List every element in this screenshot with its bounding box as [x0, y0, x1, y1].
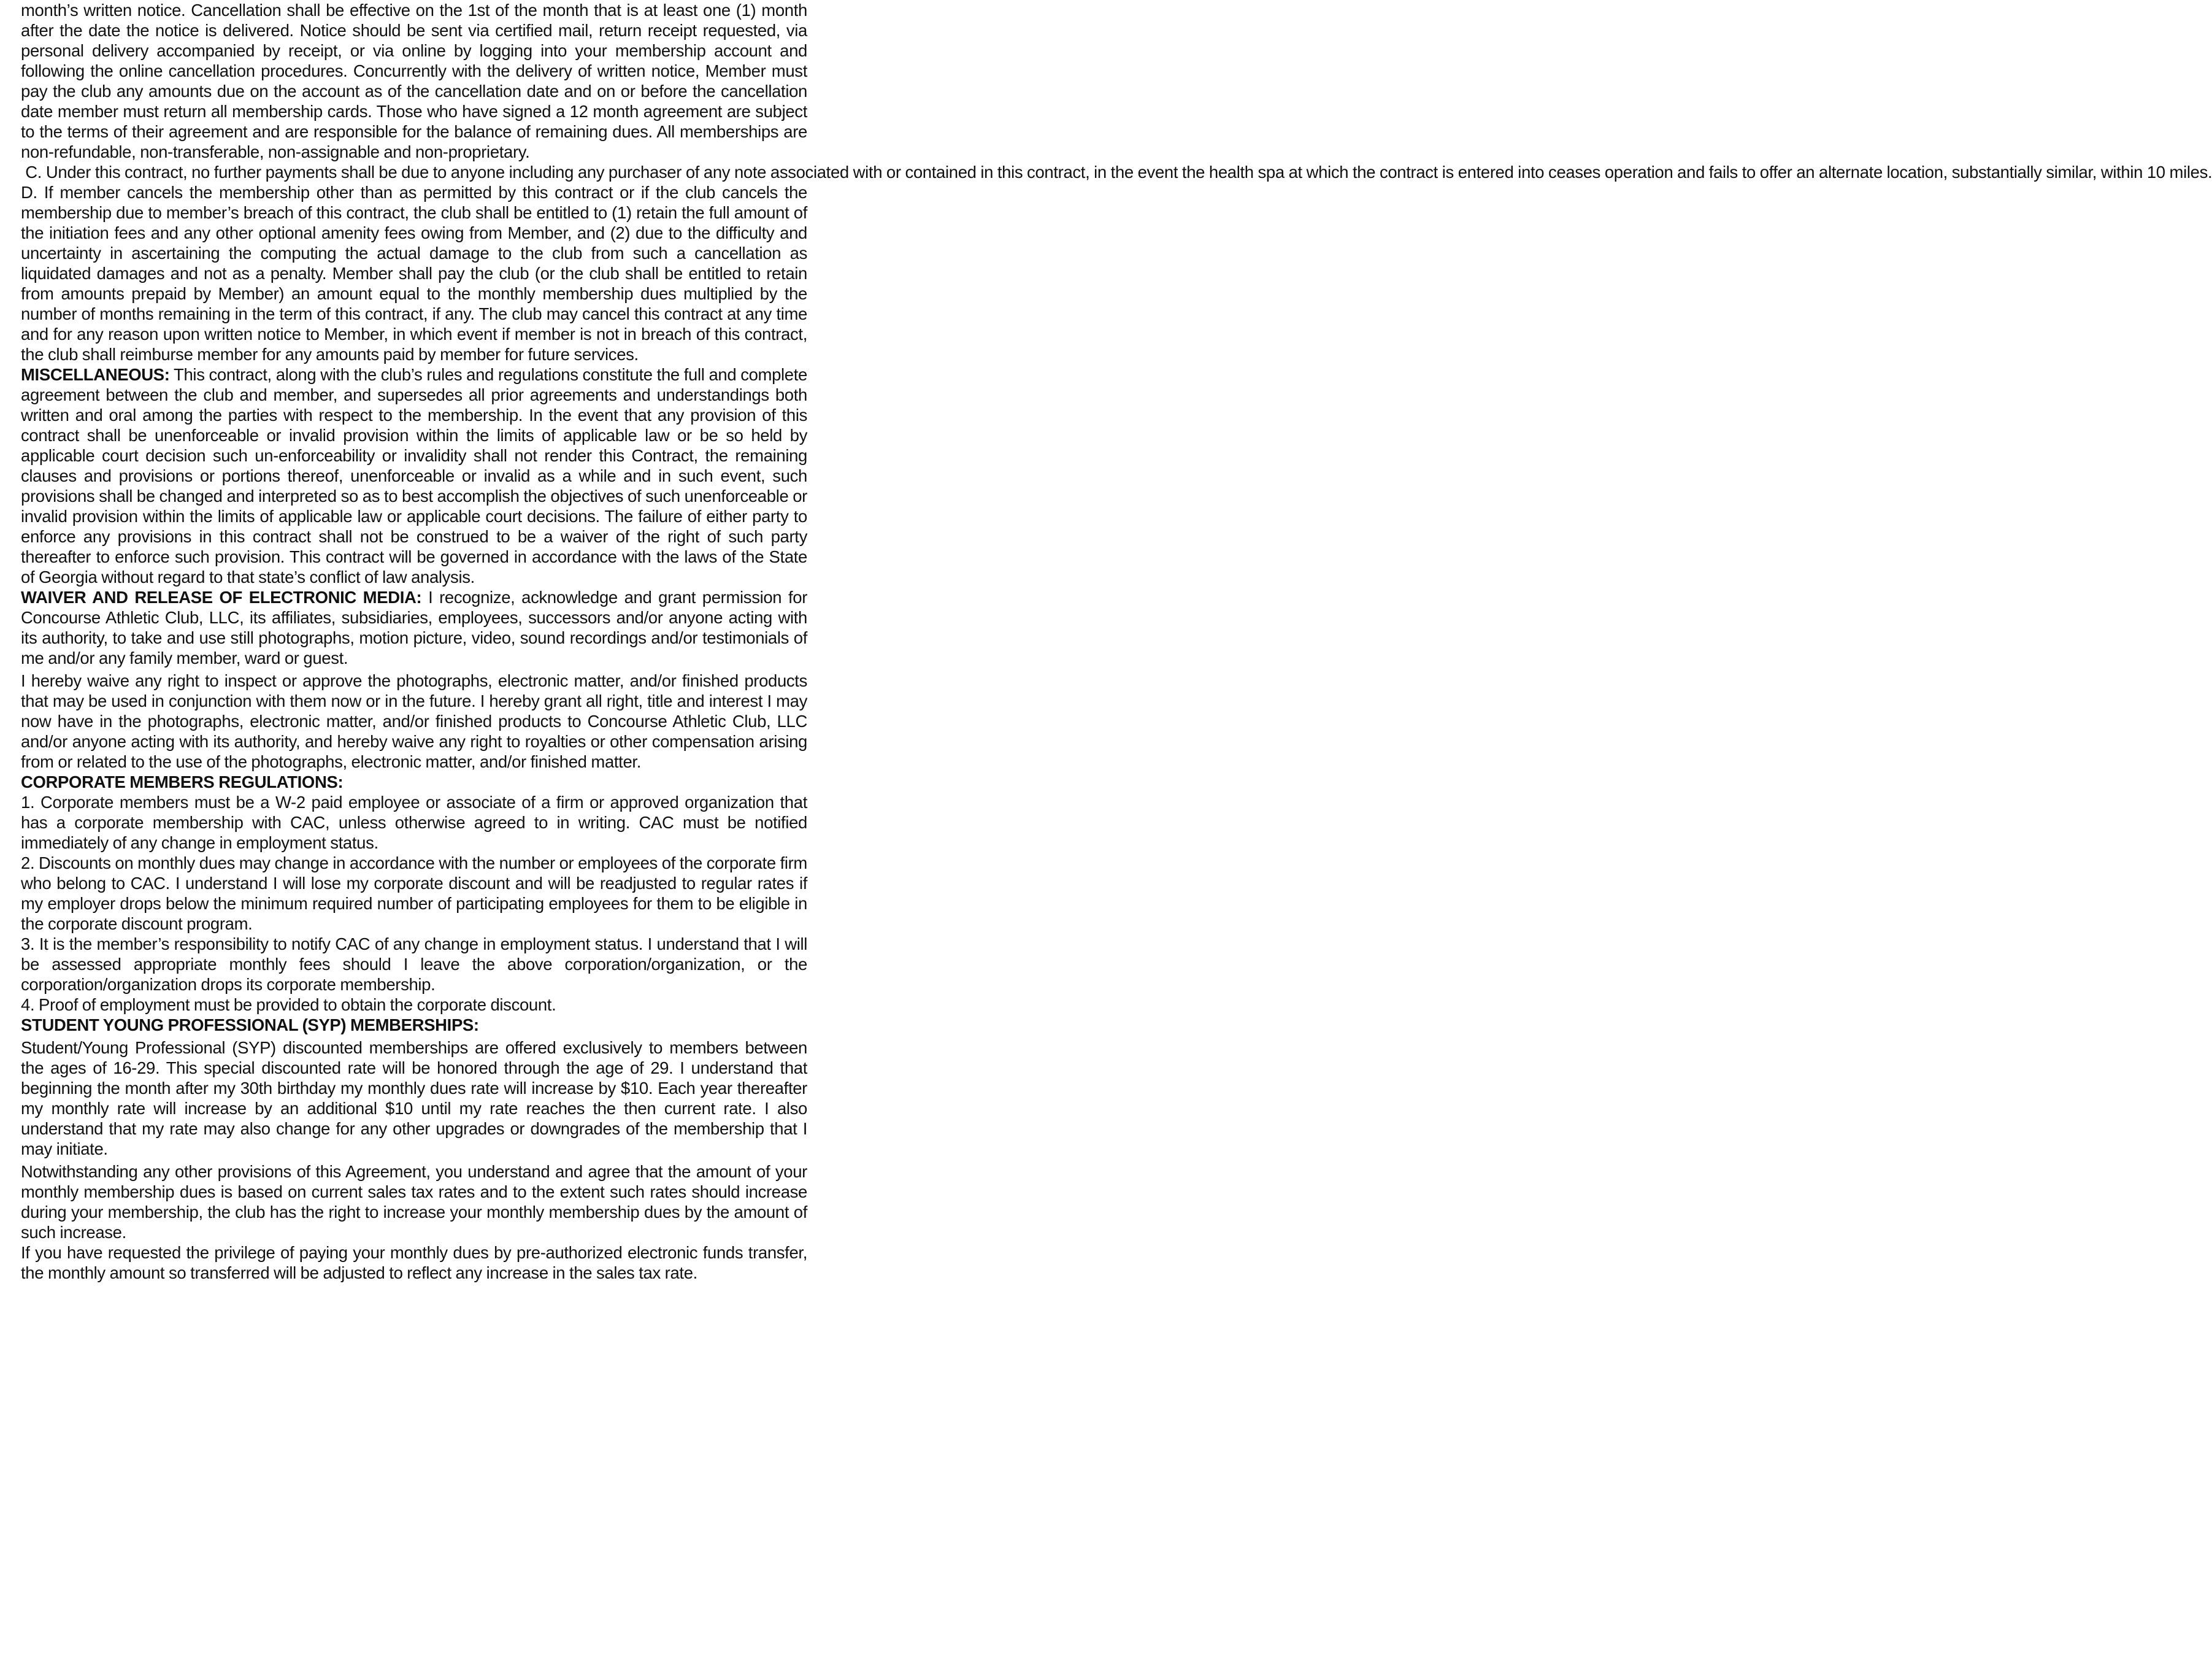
clause-c-text: C. Under this contract, no further payments shall be due to anyone including any purchaser of any note associated with or contained in this contract, in the event the health spa at which the contract is entered into ceases operation and fails to offer an alternate location, substantially similar, within 10 miles. [21, 163, 2212, 182]
corporate-item-4: 4. Proof of employment must be provided to obtain the corporate discount. [21, 995, 556, 1014]
waiver-body: I recognize, acknowledge and grant permission for Concourse Athletic Club, LLC, its affiliates, subsidiaries, employees, successors and/or anyone acting with its authority, to take and use still photographs, motion picture, video, sound recordings and/or testimonials of me and/or any family member, ward or guest. [21, 588, 807, 668]
clause-d-paragraph: D. If member cancels the membership other than as permitted by this contract or if the club cancels the membership due to member’s breach of this contract, the club shall be entitled to (1) retain the full amount of the initiation fees and any other optional amenity fees owing from Member, and (2) due to the difficulty and uncertainty in ascertaining the computing the actual damage to the club from such a cancellation as liquidated damages and not as a penalty. Member shall pay the club (or the club shall be entitled to retain from amounts prepaid by Member) an amount equal to the monthly membership dues multiplied by the number of months remaining in the term of this contract, if any. The club may cancel this contract at any time and for any reason upon written notice to Member, in which event if member is not in breach of this contract, the club shall reimburse member for any amounts paid by member for future services. [21, 183, 807, 364]
syp-body: Student/Young Professional (SYP) discounted memberships are offered exclusively to members between the ages of 16-29. This special discounted rate will be honored through the age of 29. I understand that beginning the month after my 30th birthday my monthly dues rate will increase by $10. Each year thereafter my monthly rate will increase by an additional $10 until my rate reaches the then current rate. I also understand that my rate may also change for any other upgrades or downgrades of the membership that I may initiate. [21, 1038, 807, 1158]
miscellaneous-body: This contract, along with the club’s rules and regulations constitute the full and complete agreement between the club and member, and supersedes all prior agreements and understandings both written and oral among the parties with respect to the membership. In the event that any provision of this contract shall be unenforceable or invalid provision within the limits of applicable law or be so held by applicable court decision such un-enforceability or invalidity shall not render this Contract, the remaining clauses and provisions or portions thereof, unenforceable or invalid as a while and in such event, such provisions shall be changed and interpreted so as to best accomplish the objectives of such unenforceable or invalid provision within the limits of applicable law or applicable court decisions. The failure of either party to enforce any provisions in this contract shall not be construed to be a waiver of the right of such party thereafter to enforce such provision. This contract will be governed in accordance with the laws of the State of Georgia without regard to that state’s conflict of law analysis. [21, 365, 807, 587]
clause-c-paragraph [21, 162, 2212, 182]
waiver-second-paragraph: I hereby waive any right to inspect or approve the photographs, electronic matter, and/or finished products that may be used in conjunction with them now or in the future. I hereby grant all right, title and interest I may now have in the photographs, electronic matter, and/or finished products to Concourse Athletic Club, LLC and/or anyone acting with its authority, and hereby waive any right to royalties or other compensation arising from or related to the use of the photographs, electronic matter, and/or finished matter. [21, 671, 807, 771]
corporate-item-1: 1. Corporate members must be a W-2 paid employee or associate of a firm or approved organization that has a corporate membership with CAC, unless otherwise agreed to in writing. CAC must be notified immediately of any change in employment status. [21, 793, 807, 852]
cancellation-notice-paragraph: month’s written notice. Cancellation shall be effective on the 1st of the month that is at least one (1) month after the date the notice is delivered. Notice should be sent via certified mail, return receipt requested, via personal delivery accompanied by receipt, or via online by logging into your membership account and following the online cancellation procedures. Concurrently with the delivery of written notice, Member must pay the club any amounts due on the account as of the cancellation date and on or before the cancellation date member must return all membership cards. Those who have signed a 12 month agreement are subject to the terms of their agreement and are responsible for the balance of remaining dues. All memberships are non-refundable, non-transferable, non-assignable and non-proprietary. [21, 1, 807, 161]
corporate-item-3: 3. It is the member’s responsibility to notify CAC of any change in employment status. I understand that I will be assessed appropriate monthly fees should I leave the above corporation/organization, or the corporation/organization drops its corporate membership. [21, 934, 807, 994]
corporate-heading: CORPORATE MEMBERS REGULATIONS: [21, 772, 344, 791]
sales-tax-paragraph: Notwithstanding any other provisions of this Agreement, you understand and agree that the amount of your monthly membership dues is based on current sales tax rates and to the extent such rates should increase during your membership, the club has the right to increase your monthly membership dues by the amount of such increase. [21, 1162, 807, 1242]
syp-heading: STUDENT YOUNG PROFESSIONAL (SYP) MEMBERSHIPS: [21, 1015, 479, 1034]
waiver-heading: WAIVER AND RELEASE OF ELECTRONIC MEDIA: [21, 588, 422, 607]
corporate-item-2: 2. Discounts on monthly dues may change in accordance with the number or employees of the corporate firm who belong to CAC. I understand I will lose my corporate discount and will be readjusted to regular rates if my employer drops below the minimum required number of participating employees for them to be eligible in the corporate discount program. [21, 853, 807, 933]
waiver-section [21, 587, 807, 668]
eft-paragraph: If you have requested the privilege of paying your monthly dues by pre-authorized electronic funds transfer, the monthly amount so transferred will be adjusted to reflect any increase in the sales tax rate. [21, 1243, 807, 1282]
miscellaneous-heading: MISCELLANEOUS: [21, 365, 170, 384]
miscellaneous-section [21, 364, 807, 587]
